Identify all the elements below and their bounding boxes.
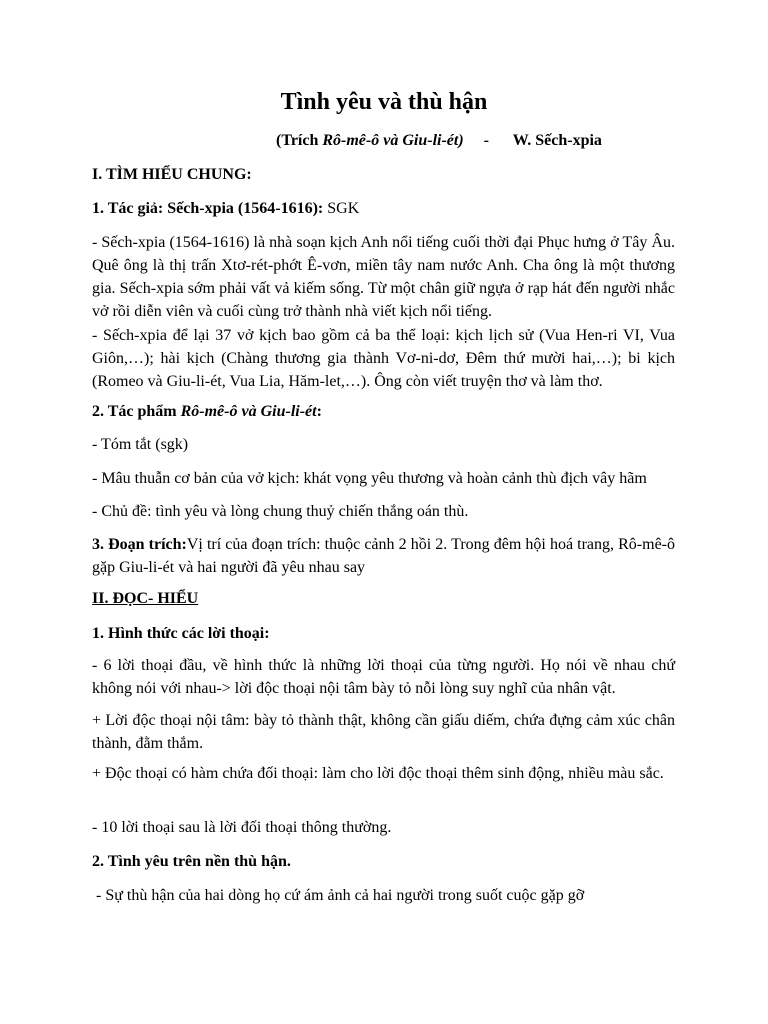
section-2-title: II. ĐỌC- HIỂU [92, 590, 199, 607]
inner-monologue-paragraph: + Lời độc thoại nội tâm: bày tỏ thành thật, không cần giấu diếm, chứa đựng cảm xúc chân thành, đằm thắm. [92, 712, 675, 752]
author-ref: SGK [323, 200, 360, 217]
excerpt-paragraph [92, 533, 675, 579]
work-label: 2. Tác phẩm [92, 403, 181, 420]
conflict-line: - Mâu thuẫn cơ bản của vở kịch: khát vọng yêu thương và hoàn cảnh thù địch vây hãm [92, 470, 647, 487]
theme-line: - Chủ đề: tình yêu và lòng chung thuỷ chiến thắng oán thù. [92, 503, 469, 520]
author-line [92, 197, 675, 220]
subheading-dialogue-form: 1. Hình thức các lời thoại: [92, 625, 270, 642]
subtitle-work: Rô-mê-ô và Giu-li-ét) [322, 132, 464, 149]
excerpt-label: 3. Đoạn trích: [92, 536, 187, 553]
section-1-heading: I. TÌM HIỂU CHUNG: [92, 166, 252, 183]
work-title: Rô-mê-ô và Giu-li-ét [180, 403, 317, 420]
dialogic-monologue-paragraph: + Độc thoại có hàm chứa đối thoại: làm cho lời độc thoại thêm sinh động, nhiều màu sắc. [92, 765, 664, 782]
author-label: 1. Tác giả: Sếch-xpia (1564-1616): [92, 200, 324, 217]
subtitle-author: W. Sếch-xpia [512, 132, 602, 149]
work-colon: : [316, 403, 322, 420]
subtitle-open: (Trích [276, 132, 323, 149]
excerpt-text: Vị trí của đoạn trích: thuộc cảnh 2 hồi 2. Trong đêm hội hoá trang, Rô-mê-ô gặp Giu-li-ét và hai người đã yêu nhau say [92, 536, 676, 576]
monologue-paragraph: - 6 lời thoại đầu, về hình thức là những lời thoại của từng người. Họ nói về nhau chứ không nói với nhau-> lời độc thoại nội tâm bày tỏ nỗi lòng suy nghĩ của nhân vật. [92, 657, 675, 697]
section-2-heading [92, 587, 675, 610]
subtitle-separator: - [463, 132, 513, 149]
dialogue-line: - 10 lời thoại sau là lời đối thoại thông thường. [92, 819, 392, 836]
author-bio-paragraph: - Sếch-xpia (1564-1616) là nhà soạn kịch Anh nổi tiếng cuối thời đại Phục hưng ở Tây Âu. Quê ông là thị trấn Xtơ-rét-phớt Ê-vơn, miền tây nam nước Anh. Cha ông là một thương gia. Sếch-xpia sớm phải vất vả kiếm sống. Từ một chân giữ ngựa ở rạp hát đến người nhắc vở rồi diễn viên và cuối cùng trở thành nhà viết kịch nổi tiếng. [92, 234, 675, 320]
work-heading [92, 400, 675, 423]
summary-line: - Tóm tắt (sgk) [92, 436, 189, 453]
works-paragraph: - Sếch-xpia để lại 37 vở kịch bao gồm cả ba thể loại: kịch lịch sử (Vua Hen-ri VI, Vua Giôn,…); hài kịch (Chàng thương gia thành Vơ-ni-dơ, Đêm thứ mười hai,…); bi kịch (Romeo và Giu-li-ét, Vua Lia, Hăm-let,…). Ông còn viết truyện thơ và làm thơ. [92, 327, 675, 390]
subheading-love-hatred: 2. Tình yêu trên nền thù hận. [92, 853, 291, 870]
hatred-line: - Sự thù hận của hai dòng họ cứ ám ảnh cả hai người trong suốt cuộc gặp gỡ [92, 887, 585, 904]
document-subtitle [276, 130, 602, 152]
document-title: Tình yêu và thù hận [280, 89, 488, 115]
